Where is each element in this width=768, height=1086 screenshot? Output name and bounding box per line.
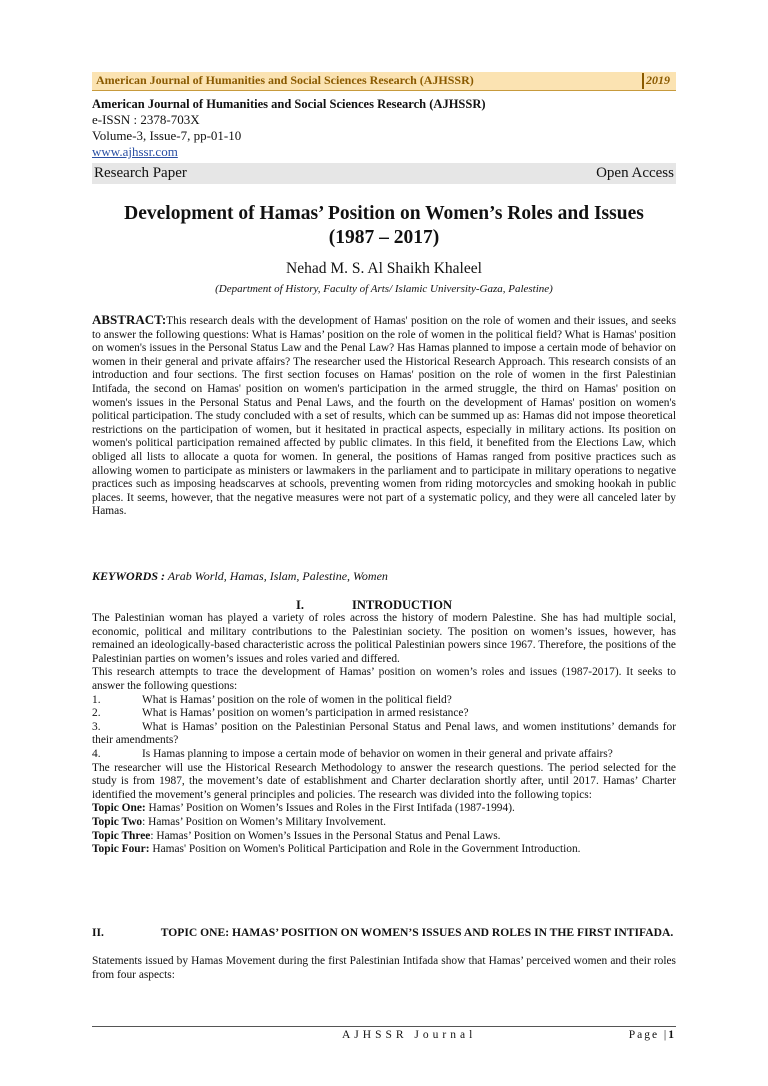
section-title: TOPIC ONE: HAMAS’ POSITION ON WOMEN’S ISSUES AND ROLES IN THE FIRST INTIFADA. xyxy=(160,926,674,939)
topic-item: Topic Three: Hamas’ Position on Women’s Issues in the Personal Status and Penal Laws. xyxy=(92,829,501,842)
keywords-label: KEYWORDS : xyxy=(92,569,166,583)
topic-item: Topic One: Hamas’ Position on Women’s Issues and Roles in the First Intifada (1987-1994). xyxy=(92,802,515,815)
header-divider xyxy=(642,73,644,89)
page-number: 1 xyxy=(668,1029,676,1041)
footer-journal: AJHSSR Journal xyxy=(342,1029,477,1041)
topic-item: Topic Four: Hamas' Position on Women's Political Participation and Role in the Government Introduction. xyxy=(92,843,581,856)
list-item: 1. What is Hamas’ position on the role of women in the political field? xyxy=(92,693,452,706)
introduction-body xyxy=(92,612,676,857)
list-item: 4. Is Hamas planning to impose a certain mode of behavior on women in their general and private affairs? xyxy=(92,747,613,760)
paragraph: The Palestinian woman has played a variety of roles across the history of modern Palestine. She has had multiple social, economic, political and military contributions to the Palestinian society. The position on women’s issues, however, has remained an ideologically-based characteristic across the political Palestinian powers since 1967. Therefore, the positions of the Palestinian parties on women’s issues and roles varied and differed. xyxy=(92,612,676,665)
paper-type: Research Paper xyxy=(94,165,187,181)
volume-info: Volume-3, Issue-7, pp-01-10 xyxy=(92,128,242,143)
topic-item: Topic Two: Hamas’ Position on Women’s Military Involvement. xyxy=(92,815,386,828)
list-item: 3. What is Hamas’ position on the Palestinian Personal Status and Penal laws, and women institutions’ demands for their amendments? xyxy=(92,720,676,747)
journal-header-title: American Journal of Humanities and Social Sciences Research (AJHSSR) xyxy=(96,73,474,87)
journal-header-year: 2019 xyxy=(646,73,670,87)
abstract-heading: ABSTRACT: xyxy=(92,312,167,327)
journal-url-link[interactable]: www.ajhssr.com xyxy=(92,144,178,159)
journal-name: American Journal of Humanities and Social Sciences Research (AJHSSR) xyxy=(92,97,486,111)
title-line-1: Development of Hamas’ Position on Women’s Roles and Issues xyxy=(124,203,644,224)
topic-one-body xyxy=(92,955,676,982)
journal-header-bar xyxy=(92,72,676,91)
author-name: Nehad M. S. Al Shaikh Khaleel xyxy=(286,260,482,277)
author-affiliation: (Department of History, Faculty of Arts/ Islamic University-Gaza, Palestine) xyxy=(215,283,553,295)
page-label: Page | xyxy=(628,1029,669,1041)
abstract xyxy=(92,313,676,519)
journal-meta xyxy=(92,96,676,160)
abstract-text: This research deals with the development of Hamas' position on the role of women and their issues, and seeks to answer the following questions: What is Hamas’ position on the role of women in the political field? What is Hamas' position on women's issues in the Personal Status Law and the Penal Law? Has Hamas planned to impose a certain mode of behavior on women in their general and private affairs? The researcher used the Historical Research Approach. This research consists of an introduction and four sections. The first section focuses on Hamas' position on the role of women in the first Palestinian Intifada, the second on Hamas' position on women's participation in the armed struggle, the third on Hamas' position on women's issues in the Personal Status and Penal Laws, and the fourth on the development of Hamas' position on women's political participation. The study concluded with a set of results, which can be summed up as: Hamas did not impose theoretical restrictions on the participation of women, but it hesitated in practical aspects, especially in military actions. Its position on women's political participation remained affected by public climates. In this field, it benefited from the Elections Law, which obliged all lists to allocate a quota for women. In general, the positions of Hamas ranged from positive practices such as allowing women to participate as ministers or lawmakers in the parliament and to participate in military operations to negative practices such as imposing headscarves at schools, preventing women from riding motorcycles and smoking hookah in public places. It seems, however, that the negative measures were not part of a systematic policy, and they were all canceled later by Hamas. xyxy=(92,315,676,518)
section-title: INTRODUCTION xyxy=(352,598,453,612)
paper-type-bar xyxy=(92,163,676,184)
section-number: I. xyxy=(296,598,304,612)
paragraph: The researcher will use the Historical Research Methodology to answer the research questions. The period selected for the study is from 1987, the movement’s date of establishment and Charter declaration shortly after, until 2017. Hamas’ Charter identified the movement’s general principles and policies. The research was divided into the following topics: xyxy=(92,761,676,801)
title-line-2: (1987 – 2017) xyxy=(328,227,440,248)
section-number: II. xyxy=(92,926,104,939)
paragraph: Statements issued by Hamas Movement during the first Palestinian Intifada show that Hamas’ perceived women and their roles from four aspects: xyxy=(92,955,676,981)
paper-title xyxy=(92,202,676,250)
footer-page xyxy=(629,1029,676,1041)
page-footer xyxy=(92,1026,676,1043)
keywords xyxy=(92,569,388,584)
keywords-text: Arab World, Hamas, Islam, Palestine, Women xyxy=(165,569,388,583)
list-item: 2. What is Hamas’ position on women’s participation in armed resistance? xyxy=(92,707,469,720)
access-type: Open Access xyxy=(596,165,674,181)
paragraph: This research attempts to trace the development of Hamas’ position on women’s roles and issues (1987-2017). It seeks to answer the following questions: xyxy=(92,666,676,692)
issn: e-ISSN : 2378-703X xyxy=(92,112,200,127)
